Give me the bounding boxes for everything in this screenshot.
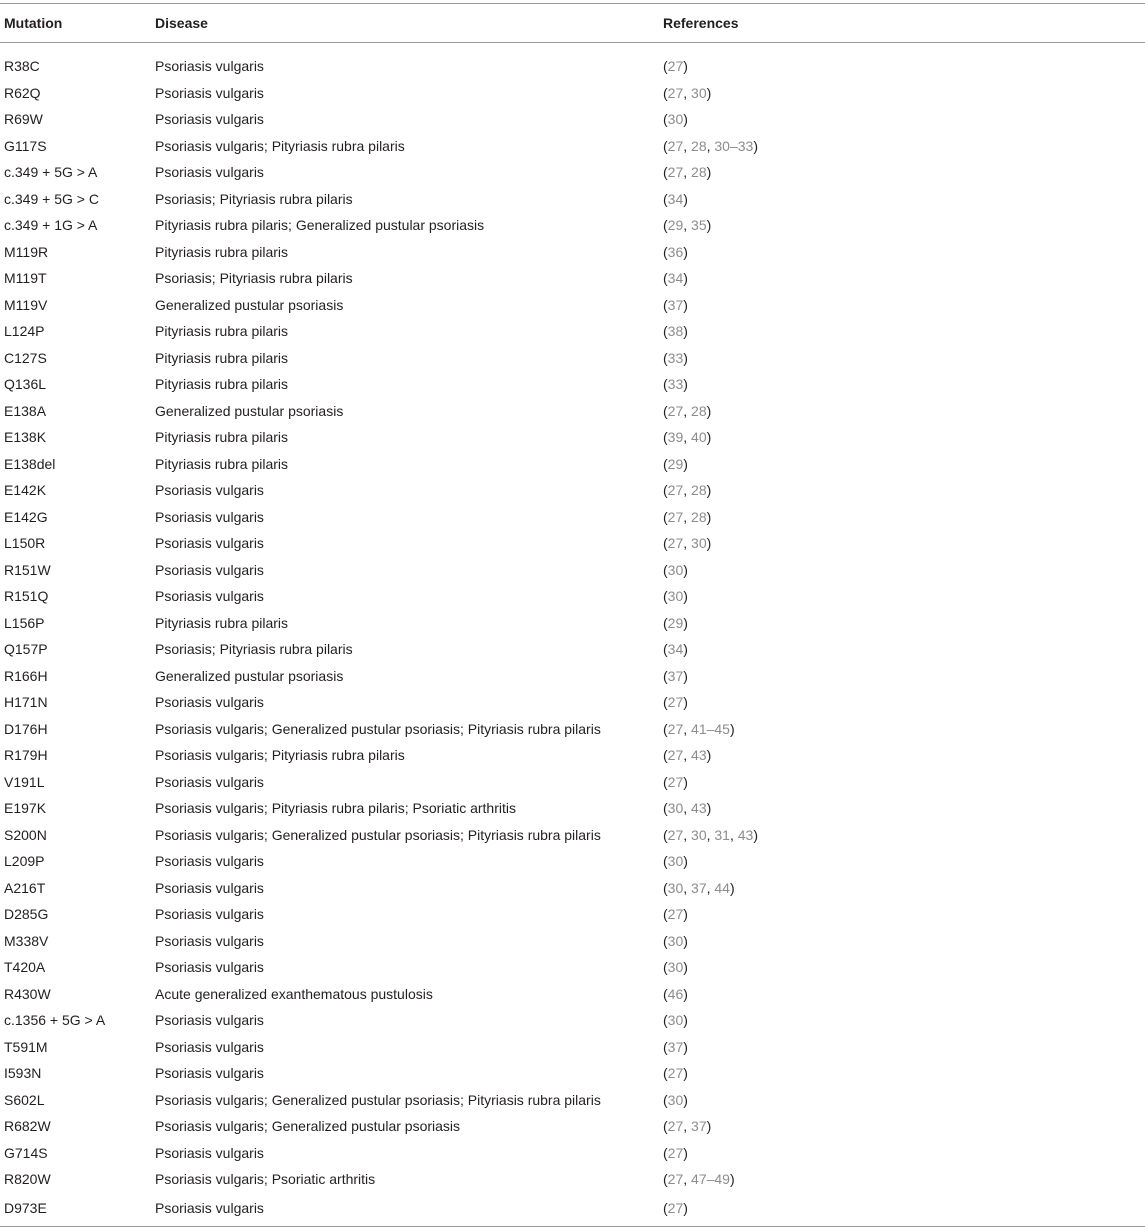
disease-cell: Psoriasis vulgaris xyxy=(155,84,264,101)
reference-link[interactable]: 39 xyxy=(667,429,684,446)
mutation-cell: M119T xyxy=(4,270,47,287)
references-cell: (30, 43) xyxy=(663,800,712,817)
reference-link[interactable]: 27 xyxy=(667,164,684,181)
references-cell: (27, 47–49) xyxy=(663,1171,735,1188)
table-row xyxy=(0,398,1145,425)
reference-link[interactable]: 43 xyxy=(691,747,707,764)
reference-link[interactable]: 27 xyxy=(667,482,684,499)
mutation-cell: L150R xyxy=(4,535,46,552)
disease-cell: Psoriasis; Pityriasis rubra pilaris xyxy=(155,641,353,658)
references-cell: (30) xyxy=(663,959,688,976)
table-row xyxy=(0,80,1145,107)
table-row xyxy=(0,901,1145,928)
mutation-cell: c.349 + 5G > A xyxy=(4,164,98,181)
reference-link[interactable]: 27 xyxy=(667,747,684,764)
reference-link[interactable]: 27 xyxy=(667,402,684,419)
disease-cell: Generalized pustular psoriasis xyxy=(155,402,344,419)
reference-link[interactable]: 37 xyxy=(667,667,684,684)
reference-link[interactable]: 27 xyxy=(667,1199,684,1216)
disease-cell: Pityriasis rubra pilaris xyxy=(155,429,289,446)
mutation-cell: D285G xyxy=(4,906,49,923)
disease-cell: Psoriasis vulgaris xyxy=(155,1038,264,1055)
disease-cell: Pityriasis rubra pilaris; Generalized pustular psoriasis xyxy=(155,217,485,234)
reference-link[interactable]: 27 xyxy=(667,720,684,737)
reference-link[interactable]: 47–49 xyxy=(691,1171,730,1188)
disease-cell: Generalized pustular psoriasis xyxy=(155,667,344,684)
reference-link[interactable]: 27 xyxy=(667,773,684,790)
references-cell: (27, 28, 30–33) xyxy=(663,137,758,154)
references-cell: (34) xyxy=(663,270,688,287)
disease-cell: Psoriasis vulgaris xyxy=(155,959,264,976)
reference-link[interactable]: 27 xyxy=(667,535,684,552)
mutation-cell: L156P xyxy=(4,614,45,631)
mutation-cell: D176H xyxy=(4,720,48,737)
table-row xyxy=(0,1087,1145,1114)
reference-link[interactable]: 34 xyxy=(667,641,684,658)
disease-cell: Psoriasis vulgaris xyxy=(155,879,264,896)
mutation-cell: A216T xyxy=(4,879,46,896)
disease-cell: Psoriasis; Pityriasis rubra pilaris xyxy=(155,270,353,287)
reference-link[interactable]: 37 xyxy=(667,1038,684,1055)
table-row xyxy=(0,742,1145,769)
mutation-cell: E138A xyxy=(4,402,47,419)
references-cell: (46) xyxy=(663,985,688,1002)
mutation-cell: M338V xyxy=(4,932,49,949)
reference-link[interactable]: 29 xyxy=(667,455,684,472)
reference-link[interactable]: 37 xyxy=(691,879,707,896)
references-cell: (29) xyxy=(663,614,688,631)
disease-cell: Psoriasis vulgaris xyxy=(155,535,264,552)
reference-link[interactable]: 43 xyxy=(691,800,707,817)
mutation-cell: R151Q xyxy=(4,588,49,605)
reference-link[interactable]: 46 xyxy=(667,985,684,1002)
reference-link[interactable]: 33 xyxy=(667,349,684,366)
reference-link[interactable]: 36 xyxy=(667,243,684,260)
reference-link[interactable]: 29 xyxy=(667,614,684,631)
references-cell: (27, 28) xyxy=(663,164,712,181)
disease-cell: Psoriasis vulgaris xyxy=(155,508,264,525)
references-cell: (27) xyxy=(663,58,688,75)
references-cell: (29, 35) xyxy=(663,217,712,234)
references-cell: (27) xyxy=(659,1193,1145,1227)
mutation-cell: G117S xyxy=(4,137,47,154)
mutation-cell: R430W xyxy=(4,985,51,1002)
table-row xyxy=(0,477,1145,504)
references-cell: (27, 28) xyxy=(663,402,712,419)
disease-cell: Psoriasis vulgaris; Generalized pustular psoriasis; Pityriasis rubra pilaris xyxy=(155,720,601,737)
disease-cell: Generalized pustular psoriasis xyxy=(155,296,344,313)
disease-cell: Psoriasis vulgaris; Generalized pustular psoriasis xyxy=(155,1118,461,1135)
disease-cell: Pityriasis rubra pilaris xyxy=(155,614,289,631)
disease-cell: Psoriasis vulgaris xyxy=(155,588,264,605)
mutation-cell: I593N xyxy=(4,1065,42,1082)
reference-link[interactable]: 27 xyxy=(667,1171,684,1188)
reference-link[interactable]: 44 xyxy=(714,879,730,896)
mutation-cell: R682W xyxy=(4,1118,51,1135)
mutation-cell: S200N xyxy=(4,826,47,843)
table-row xyxy=(0,43,1145,80)
mutation-cell: c.349 + 1G > A xyxy=(4,217,98,234)
disease-cell: Psoriasis vulgaris xyxy=(155,694,264,711)
reference-link[interactable]: 27 xyxy=(667,694,684,711)
reference-link[interactable]: 27 xyxy=(667,137,684,154)
references-cell: (36) xyxy=(663,243,688,260)
reference-link[interactable]: 41–45 xyxy=(691,720,730,737)
table-row xyxy=(0,345,1145,372)
references-cell: (38) xyxy=(663,323,688,340)
disease-cell: Acute generalized exanthematous pustulosis xyxy=(155,985,433,1002)
table-row xyxy=(0,716,1145,743)
reference-link[interactable]: 30 xyxy=(667,853,684,870)
mutation-cell: G714S xyxy=(4,1144,48,1161)
mutation-cell: R820W xyxy=(4,1171,51,1188)
table-row xyxy=(0,954,1145,981)
reference-link[interactable]: 30 xyxy=(691,84,707,101)
references-cell: (33) xyxy=(663,349,688,366)
disease-cell: Psoriasis vulgaris; Generalized pustular psoriasis; Pityriasis rubra pilaris xyxy=(155,1091,601,1108)
table-row xyxy=(0,186,1145,213)
references-cell: (34) xyxy=(663,641,688,658)
references-cell: (27, 37) xyxy=(663,1118,712,1135)
table-row xyxy=(0,504,1145,531)
disease-cell: Psoriasis; Pityriasis rubra pilaris xyxy=(155,190,353,207)
reference-link[interactable]: 27 xyxy=(667,906,684,923)
references-cell: (29) xyxy=(663,455,688,472)
table-row xyxy=(0,1113,1145,1140)
references-cell: (30) xyxy=(663,588,688,605)
table-row xyxy=(0,689,1145,716)
table-row xyxy=(0,1166,1145,1193)
disease-cell: Pityriasis rubra pilaris xyxy=(155,455,289,472)
reference-link[interactable]: 37 xyxy=(691,1118,707,1135)
table-row xyxy=(0,636,1145,663)
disease-cell: Psoriasis vulgaris xyxy=(155,58,264,75)
table-row xyxy=(0,875,1145,902)
disease-cell: Pityriasis rubra pilaris xyxy=(155,243,289,260)
reference-link[interactable]: 30 xyxy=(667,561,684,578)
mutation-cell: L209P xyxy=(4,853,45,870)
references-cell: (27) xyxy=(663,1065,688,1082)
mutation-cell: Q136L xyxy=(4,376,47,393)
reference-link[interactable]: 27 xyxy=(667,84,684,101)
references-cell: (27, 30) xyxy=(663,84,712,101)
table-row xyxy=(0,424,1145,451)
mutation-cell: R179H xyxy=(4,747,48,764)
references-cell: (27, 28) xyxy=(663,508,712,525)
table-row xyxy=(0,265,1145,292)
header-references: References xyxy=(659,4,1145,43)
mutation-cell: C127S xyxy=(4,349,47,366)
disease-cell: Psoriasis vulgaris xyxy=(155,853,264,870)
reference-link[interactable]: 31 xyxy=(714,826,730,843)
reference-link[interactable]: 30 xyxy=(691,826,707,843)
table-row xyxy=(0,292,1145,319)
table-row xyxy=(0,1034,1145,1061)
reference-link[interactable]: 30 xyxy=(667,1012,684,1029)
table-row xyxy=(0,663,1145,690)
disease-cell: Psoriasis vulgaris; Pityriasis rubra pilaris xyxy=(155,137,405,154)
disease-cell: Pityriasis rubra pilaris xyxy=(155,323,289,340)
disease-cell: Psoriasis vulgaris xyxy=(155,164,264,181)
reference-link[interactable]: 40 xyxy=(691,429,707,446)
reference-link[interactable]: 30 xyxy=(667,1091,684,1108)
disease-cell: Psoriasis vulgaris; Psoriatic arthritis xyxy=(155,1171,376,1188)
references-cell: (27) xyxy=(663,773,688,790)
references-cell: (27) xyxy=(663,1144,688,1161)
references-cell: (27, 28) xyxy=(663,482,712,499)
disease-cell: Psoriasis vulgaris; Generalized pustular psoriasis; Pityriasis rubra pilaris xyxy=(155,826,601,843)
mutation-cell: V191L xyxy=(4,773,45,790)
references-cell: (27) xyxy=(663,694,688,711)
references-cell: (27, 41–45) xyxy=(663,720,735,737)
mutation-cell: M119V xyxy=(4,296,48,313)
disease-cell: Psoriasis vulgaris xyxy=(155,906,264,923)
table-row xyxy=(0,1060,1145,1087)
table-row xyxy=(0,557,1145,584)
mutation-cell: L124P xyxy=(4,323,45,340)
mutation-cell: E197K xyxy=(4,800,47,817)
mutation-cell: D973E xyxy=(0,1193,151,1227)
table-row xyxy=(0,371,1145,398)
mutation-cell: E138K xyxy=(4,429,47,446)
references-cell: (30) xyxy=(663,853,688,870)
disease-cell: Pityriasis rubra pilaris xyxy=(155,349,289,366)
disease-cell: Psoriasis vulgaris xyxy=(155,561,264,578)
reference-link[interactable]: 38 xyxy=(667,323,684,340)
table-row xyxy=(0,106,1145,133)
table-row xyxy=(0,583,1145,610)
disease-cell: Psoriasis vulgaris xyxy=(155,1144,264,1161)
disease-cell: Pityriasis rubra pilaris xyxy=(155,376,289,393)
reference-link[interactable]: 27 xyxy=(667,826,684,843)
references-cell: (27, 30) xyxy=(663,535,712,552)
mutation-table xyxy=(0,3,1145,1227)
reference-link[interactable]: 27 xyxy=(667,1065,684,1082)
mutation-cell: M119R xyxy=(4,243,49,260)
disease-cell: Psoriasis vulgaris xyxy=(155,773,264,790)
references-cell: (37) xyxy=(663,1038,688,1055)
references-cell: (30) xyxy=(663,111,688,128)
reference-link[interactable]: 34 xyxy=(667,270,684,287)
references-cell: (30) xyxy=(663,561,688,578)
table-row xyxy=(0,530,1145,557)
reference-link[interactable]: 30 xyxy=(667,111,684,128)
disease-cell: Psoriasis vulgaris xyxy=(155,482,264,499)
reference-link[interactable]: 28 xyxy=(691,482,707,499)
table-row xyxy=(0,318,1145,345)
disease-cell: Psoriasis vulgaris; Pityriasis rubra pilaris; Psoriatic arthritis xyxy=(155,800,516,817)
mutation-cell: E138del xyxy=(4,455,56,472)
mutation-cell: E142G xyxy=(4,508,48,525)
reference-link[interactable]: 27 xyxy=(667,58,684,75)
table-row xyxy=(0,1193,1145,1227)
table-row xyxy=(0,159,1145,186)
table-row xyxy=(0,822,1145,849)
mutation-cell: H171N xyxy=(4,694,48,711)
references-cell: (30) xyxy=(663,932,688,949)
mutation-cell: T420A xyxy=(4,959,46,976)
reference-link[interactable]: 30 xyxy=(667,932,684,949)
disease-cell: Psoriasis vulgaris xyxy=(155,1065,264,1082)
table-row xyxy=(0,928,1145,955)
mutation-cell: c.1356 + 5G > A xyxy=(4,1012,106,1029)
table-row xyxy=(0,848,1145,875)
table-header-row xyxy=(0,4,1145,43)
table-row xyxy=(0,239,1145,266)
reference-link[interactable]: 28 xyxy=(691,137,707,154)
mutation-cell: R62Q xyxy=(4,84,41,101)
header-disease: Disease xyxy=(151,4,659,43)
references-cell: (37) xyxy=(663,296,688,313)
table-row xyxy=(0,981,1145,1008)
references-cell: (30) xyxy=(663,1012,688,1029)
reference-link[interactable]: 27 xyxy=(667,508,684,525)
reference-link[interactable]: 28 xyxy=(691,508,707,525)
table-row xyxy=(0,795,1145,822)
reference-link[interactable]: 27 xyxy=(667,1118,684,1135)
disease-cell: Psoriasis vulgaris xyxy=(151,1193,659,1227)
references-cell: (33) xyxy=(663,376,688,393)
mutation-cell: R166H xyxy=(4,667,48,684)
mutation-cell: E142K xyxy=(4,482,47,499)
table-row xyxy=(0,133,1145,160)
mutation-cell: T591M xyxy=(4,1038,48,1055)
reference-link[interactable]: 37 xyxy=(667,296,684,313)
reference-link[interactable]: 30 xyxy=(667,800,684,817)
table-row xyxy=(0,1007,1145,1034)
mutation-cell: Q157P xyxy=(4,641,48,658)
reference-link[interactable]: 30 xyxy=(667,588,684,605)
references-cell: (27, 43) xyxy=(663,747,712,764)
reference-link[interactable]: 30 xyxy=(667,959,684,976)
disease-cell: Psoriasis vulgaris; Pityriasis rubra pilaris xyxy=(155,747,405,764)
header-mutation: Mutation xyxy=(0,4,151,43)
references-cell: (30) xyxy=(663,1091,688,1108)
disease-cell: Psoriasis vulgaris xyxy=(155,1012,264,1029)
reference-link[interactable]: 30 xyxy=(667,879,684,896)
references-cell: (27, 30, 31, 43) xyxy=(663,826,758,843)
disease-cell: Psoriasis vulgaris xyxy=(155,111,264,128)
mutation-cell: S602L xyxy=(4,1091,45,1108)
references-cell: (39, 40) xyxy=(663,429,712,446)
table-row xyxy=(0,212,1145,239)
reference-link[interactable]: 27 xyxy=(667,1144,684,1161)
mutation-cell: R69W xyxy=(4,111,43,128)
table-row xyxy=(0,1140,1145,1167)
reference-link[interactable]: 28 xyxy=(691,164,707,181)
references-cell: (30, 37, 44) xyxy=(663,879,735,896)
disease-cell: Psoriasis vulgaris xyxy=(155,932,264,949)
reference-link[interactable]: 35 xyxy=(691,217,707,234)
reference-link[interactable]: 43 xyxy=(737,826,754,843)
mutation-cell: R151W xyxy=(4,561,51,578)
reference-link[interactable]: 34 xyxy=(667,190,684,207)
references-cell: (34) xyxy=(663,190,688,207)
table-row xyxy=(0,610,1145,637)
reference-link[interactable]: 33 xyxy=(667,376,684,393)
table-row xyxy=(0,769,1145,796)
reference-link[interactable]: 29 xyxy=(667,217,684,234)
table-row xyxy=(0,451,1145,478)
reference-link[interactable]: 28 xyxy=(691,402,707,419)
mutation-cell: R38C xyxy=(4,58,40,75)
table-body xyxy=(0,43,1145,1227)
reference-link[interactable]: 30–33 xyxy=(714,137,754,154)
reference-link[interactable]: 30 xyxy=(691,535,707,552)
mutation-cell: c.349 + 5G > C xyxy=(4,190,99,207)
references-cell: (37) xyxy=(663,667,688,684)
references-cell: (27) xyxy=(663,906,688,923)
